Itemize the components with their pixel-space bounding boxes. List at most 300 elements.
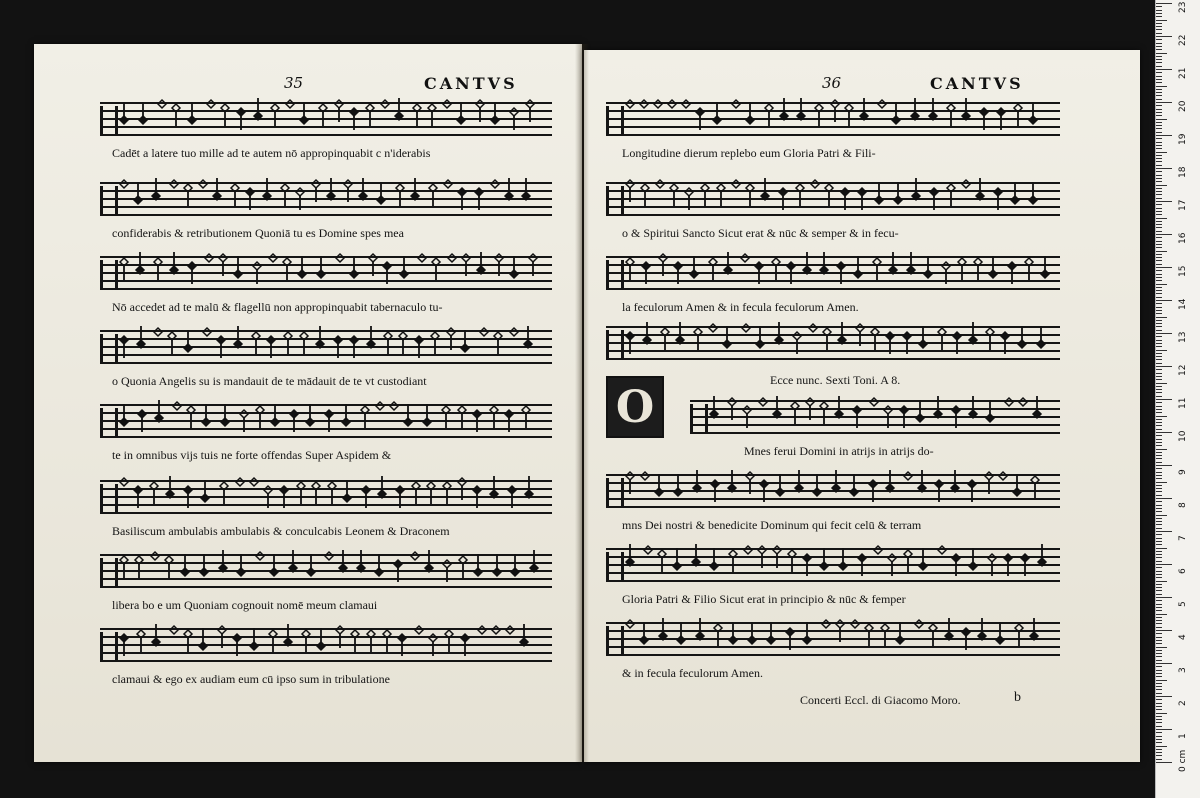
- ruler-tick: [1156, 713, 1167, 714]
- note-head: [729, 550, 737, 558]
- music-staff: [100, 480, 552, 516]
- ruler-tick: [1156, 742, 1162, 743]
- note-head: [154, 258, 162, 266]
- note-head: [912, 192, 920, 200]
- ruler-tick: [1156, 62, 1162, 63]
- note-head: [399, 332, 407, 340]
- note-head: [170, 266, 178, 274]
- ruler-tick: [1156, 544, 1162, 545]
- note-head: [989, 270, 997, 278]
- note-head: [696, 632, 704, 640]
- ruler-tick: [1156, 257, 1162, 258]
- note-head: [136, 266, 144, 274]
- ruler-tick: [1156, 432, 1172, 433]
- note-head: [289, 564, 297, 572]
- note-head: [344, 180, 352, 188]
- note-head: [915, 620, 923, 628]
- note-head: [490, 406, 498, 414]
- note-head: [250, 478, 258, 486]
- note-head: [640, 100, 648, 108]
- note-head: [1025, 258, 1033, 266]
- clef-icon: [606, 106, 624, 134]
- ruler-tick: [1156, 640, 1162, 641]
- note-head: [478, 626, 486, 634]
- note-head: [945, 632, 953, 640]
- ruler-tick: [1156, 326, 1162, 327]
- note-head: [300, 116, 308, 124]
- ruler-tick: [1156, 333, 1172, 334]
- note-head: [969, 562, 977, 570]
- note-head: [837, 262, 845, 270]
- ruler-tick: [1156, 676, 1162, 677]
- note-head: [835, 410, 843, 418]
- note-head: [929, 624, 937, 632]
- ruler-tick: [1156, 472, 1162, 473]
- decorated-initial: [606, 376, 664, 438]
- note-head: [709, 324, 717, 332]
- ruler-tick: [1156, 449, 1167, 450]
- note-head: [1038, 558, 1046, 566]
- note-head: [283, 258, 291, 266]
- clef-icon: [690, 404, 708, 432]
- note-head: [168, 332, 176, 340]
- note-head: [524, 340, 532, 348]
- note-head: [267, 336, 275, 344]
- note-head: [1041, 270, 1049, 278]
- note-head: [375, 568, 383, 576]
- note-head: [411, 192, 419, 200]
- note-head: [1033, 410, 1041, 418]
- note-head: [896, 636, 904, 644]
- note-head: [916, 414, 924, 422]
- ruler-tick: [1156, 280, 1162, 281]
- ruler-tick: [1156, 208, 1162, 209]
- note-head: [994, 188, 1002, 196]
- note-head: [366, 104, 374, 112]
- ruler-tick: [1156, 465, 1172, 466]
- ruler-tick: [1156, 749, 1162, 750]
- ruler-tick: [1156, 181, 1162, 182]
- note-head: [884, 406, 892, 414]
- ruler-tick: [1156, 148, 1162, 149]
- note-head: [682, 100, 690, 108]
- ruler-tick: [1156, 142, 1162, 143]
- note-head: [418, 254, 426, 262]
- note-head: [858, 554, 866, 562]
- ruler-tick: [1156, 373, 1162, 374]
- note-head: [219, 564, 227, 572]
- ruler-label: 5: [1178, 601, 1188, 607]
- ruler-tick: [1156, 6, 1162, 7]
- note-head: [1008, 262, 1016, 270]
- note-head: [415, 626, 423, 634]
- note-head: [701, 184, 709, 192]
- note-head: [237, 108, 245, 116]
- note-head: [813, 488, 821, 496]
- note-head: [693, 484, 701, 492]
- ruler-tick: [1156, 284, 1167, 285]
- note-head: [297, 482, 305, 490]
- note-head: [327, 192, 335, 200]
- note-head: [654, 100, 662, 108]
- ruler-tick: [1156, 577, 1162, 578]
- note-head: [761, 192, 769, 200]
- note-head: [942, 262, 950, 270]
- note-head: [425, 564, 433, 572]
- note-head: [264, 486, 272, 494]
- ruler-tick: [1156, 683, 1162, 684]
- notation-glyphs: [118, 322, 552, 358]
- ruler-tick: [1156, 145, 1162, 146]
- staff-line: [606, 214, 1060, 216]
- ruler-tick: [1156, 112, 1162, 113]
- staff-line: [606, 654, 1060, 656]
- measurement-ruler: [1155, 0, 1200, 798]
- note-head: [903, 332, 911, 340]
- note-head: [796, 184, 804, 192]
- ruler-tick: [1156, 59, 1162, 60]
- clef-icon: [100, 632, 118, 660]
- note-head: [505, 410, 513, 418]
- ruler-tick: [1156, 670, 1162, 671]
- note-head: [626, 180, 634, 188]
- note-head: [120, 478, 128, 486]
- note-head: [250, 642, 258, 650]
- ruler-tick: [1156, 188, 1162, 189]
- ruler-tick: [1156, 313, 1162, 314]
- ruler-tick: [1156, 161, 1162, 162]
- ruler-tick: [1156, 366, 1172, 367]
- ruler-tick: [1156, 221, 1162, 222]
- ruler-tick: [1156, 237, 1162, 238]
- note-head: [875, 196, 883, 204]
- note-head: [312, 482, 320, 490]
- note-head: [296, 188, 304, 196]
- notation-glyphs: [118, 620, 552, 656]
- staff-line: [690, 432, 1060, 434]
- ruler-tick: [1156, 703, 1162, 704]
- ruler-tick: [1156, 155, 1162, 156]
- clef-icon: [606, 626, 624, 654]
- note-head: [658, 550, 666, 558]
- note-head: [935, 480, 943, 488]
- ruler-label: 11: [1178, 397, 1188, 409]
- note-head: [776, 488, 784, 496]
- note-head: [732, 100, 740, 108]
- note-head: [886, 332, 894, 340]
- ruler-tick: [1156, 412, 1162, 413]
- note-head: [207, 100, 215, 108]
- ruler-tick: [1156, 86, 1167, 87]
- note-head: [312, 180, 320, 188]
- note-head: [825, 184, 833, 192]
- note-head: [443, 100, 451, 108]
- note-head: [396, 184, 404, 192]
- ruler-tick: [1156, 168, 1172, 169]
- note-head: [976, 192, 984, 200]
- ruler-tick: [1156, 254, 1162, 255]
- note-head: [856, 324, 864, 332]
- music-staff: [606, 182, 1060, 218]
- ruler-tick: [1156, 396, 1162, 397]
- ruler-label: 4: [1178, 634, 1188, 640]
- music-staff: [606, 548, 1060, 584]
- note-head: [461, 344, 469, 352]
- ruler-tick: [1156, 376, 1162, 377]
- ruler-tick: [1156, 521, 1162, 522]
- note-head: [431, 332, 439, 340]
- note-head: [369, 254, 377, 262]
- ruler-tick: [1156, 340, 1162, 341]
- notation-glyphs: [118, 472, 552, 508]
- note-head: [758, 546, 766, 554]
- ruler-tick: [1156, 293, 1162, 294]
- note-head: [220, 482, 228, 490]
- note-head: [746, 472, 754, 480]
- ruler-tick: [1156, 171, 1162, 172]
- note-head: [1037, 340, 1045, 348]
- ruler-tick: [1156, 66, 1162, 67]
- note-head: [134, 196, 142, 204]
- note-head: [641, 184, 649, 192]
- note-head: [202, 418, 210, 426]
- note-head: [690, 270, 698, 278]
- ruler-tick: [1156, 109, 1162, 110]
- staff-line: [100, 214, 552, 216]
- note-head: [980, 108, 988, 116]
- note-head: [659, 632, 667, 640]
- ruler-tick: [1156, 402, 1162, 403]
- ruler-tick: [1156, 689, 1162, 690]
- note-head: [187, 406, 195, 414]
- note-head: [659, 254, 667, 262]
- lyric-line: o & Spiritui Sancto Sicut erat & nūc & semper & in fecu-: [622, 226, 899, 240]
- note-head: [1005, 398, 1013, 406]
- clef-icon: [100, 558, 118, 586]
- ruler-tick: [1156, 399, 1172, 400]
- note-head: [869, 480, 877, 488]
- note-head: [811, 180, 819, 188]
- note-head: [661, 328, 669, 336]
- note-head: [263, 192, 271, 200]
- note-head: [505, 192, 513, 200]
- note-head: [822, 620, 830, 628]
- note-head: [746, 116, 754, 124]
- clef-icon: [100, 106, 118, 134]
- lyric-line: mns Dei nostri & benedicite Dominum qui fecit celū & terram: [622, 518, 922, 532]
- note-head: [359, 192, 367, 200]
- note-head: [252, 332, 260, 340]
- ruler-tick: [1156, 13, 1162, 14]
- notation-glyphs: [118, 396, 552, 432]
- note-head: [860, 112, 868, 120]
- note-head: [173, 402, 181, 410]
- note-head: [493, 568, 501, 576]
- note-head: [655, 488, 663, 496]
- ruler-tick: [1156, 198, 1162, 199]
- ruler-tick: [1156, 336, 1162, 337]
- note-head: [427, 482, 435, 490]
- ruler-tick: [1156, 270, 1162, 271]
- note-head: [767, 636, 775, 644]
- note-head: [459, 556, 467, 564]
- note-head: [152, 638, 160, 646]
- ruler-tick: [1156, 89, 1162, 90]
- note-head: [383, 630, 391, 638]
- note-head: [713, 116, 721, 124]
- ruler-label: 3: [1178, 667, 1188, 673]
- left-running-title: CANTVS: [424, 74, 518, 93]
- ruler-tick: [1156, 264, 1162, 265]
- note-head: [1021, 554, 1029, 562]
- note-head: [351, 630, 359, 638]
- note-head: [361, 406, 369, 414]
- ruler-tick: [1156, 696, 1172, 697]
- note-head: [376, 402, 384, 410]
- ruler-tick: [1156, 251, 1167, 252]
- ruler-label: 0 cm: [1178, 749, 1188, 772]
- ruler-tick: [1156, 759, 1162, 760]
- ruler-tick: [1156, 383, 1167, 384]
- ruler-tick: [1156, 422, 1162, 423]
- note-head: [1029, 196, 1037, 204]
- ruler-tick: [1156, 386, 1162, 387]
- ruler-tick: [1156, 442, 1162, 443]
- note-head: [154, 328, 162, 336]
- ruler-tick: [1156, 105, 1162, 106]
- note-head: [1001, 332, 1009, 340]
- note-head: [904, 550, 912, 558]
- clef-icon: [100, 484, 118, 512]
- ruler-tick: [1156, 201, 1172, 202]
- note-head: [510, 328, 518, 336]
- note-head: [924, 270, 932, 278]
- ruler-tick: [1156, 762, 1172, 763]
- note-head: [985, 472, 993, 480]
- note-head: [120, 116, 128, 124]
- ruler-tick: [1156, 323, 1162, 324]
- ruler-tick: [1156, 178, 1162, 179]
- note-head: [851, 620, 859, 628]
- note-head: [492, 626, 500, 634]
- note-head: [271, 104, 279, 112]
- ruler-tick: [1156, 716, 1162, 717]
- music-staff: [690, 400, 1060, 436]
- ruler-tick: [1156, 614, 1167, 615]
- note-head: [134, 486, 142, 494]
- ruler-tick: [1156, 92, 1162, 93]
- note-head: [234, 340, 242, 348]
- note-head: [742, 324, 750, 332]
- note-head: [641, 472, 649, 480]
- ruler-tick: [1156, 102, 1172, 103]
- note-head: [997, 108, 1005, 116]
- note-head: [181, 568, 189, 576]
- ruler-tick: [1156, 647, 1167, 648]
- ruler-tick: [1156, 56, 1162, 57]
- note-head: [413, 104, 421, 112]
- ruler-tick: [1156, 135, 1172, 136]
- note-head: [400, 270, 408, 278]
- note-head: [947, 184, 955, 192]
- note-head: [958, 258, 966, 266]
- note-head: [894, 196, 902, 204]
- note-head: [395, 112, 403, 120]
- ruler-tick: [1156, 290, 1162, 291]
- ruler-tick: [1156, 699, 1162, 700]
- note-head: [491, 116, 499, 124]
- notation-glyphs: [624, 248, 1060, 284]
- note-head: [728, 398, 736, 406]
- note-head: [137, 630, 145, 638]
- ruler-tick: [1156, 425, 1162, 426]
- note-head: [775, 336, 783, 344]
- right-page-number: 36: [822, 74, 842, 92]
- note-head: [381, 100, 389, 108]
- ruler-tick: [1156, 72, 1162, 73]
- note-head: [886, 484, 894, 492]
- note-head: [236, 478, 244, 486]
- note-head: [328, 482, 336, 490]
- note-head: [477, 266, 485, 274]
- ruler-tick: [1156, 224, 1162, 225]
- ruler-tick: [1156, 211, 1162, 212]
- note-head: [522, 406, 530, 414]
- ruler-tick: [1156, 125, 1162, 126]
- note-head: [510, 108, 518, 116]
- ruler-tick: [1156, 369, 1162, 370]
- note-head: [850, 488, 858, 496]
- note-head: [947, 104, 955, 112]
- note-head: [756, 340, 764, 348]
- note-head: [378, 490, 386, 498]
- ruler-tick: [1156, 623, 1162, 624]
- note-head: [626, 472, 634, 480]
- ruler-tick: [1156, 475, 1162, 476]
- note-head: [254, 112, 262, 120]
- ruler-tick: [1156, 726, 1162, 727]
- note-head: [184, 184, 192, 192]
- note-head: [676, 336, 684, 344]
- ruler-tick: [1156, 755, 1162, 756]
- ruler-tick: [1156, 534, 1162, 535]
- note-head: [139, 116, 147, 124]
- ruler-tick: [1156, 429, 1162, 430]
- note-head: [429, 634, 437, 642]
- ruler-tick: [1156, 482, 1167, 483]
- note-head: [396, 486, 404, 494]
- note-head: [788, 550, 796, 558]
- note-head: [643, 336, 651, 344]
- note-head: [520, 638, 528, 646]
- lyric-line: o Quonia Angelis su is mandauit de te mādauit de te vt custodiant: [112, 374, 427, 388]
- clef-icon: [606, 330, 624, 358]
- ruler-tick: [1156, 746, 1167, 747]
- note-head: [854, 270, 862, 278]
- note-head: [1018, 340, 1026, 348]
- note-head: [780, 112, 788, 120]
- note-head: [969, 410, 977, 418]
- note-head: [938, 328, 946, 336]
- note-head: [491, 180, 499, 188]
- note-head: [398, 634, 406, 642]
- ruler-label: 23: [1178, 1, 1188, 13]
- note-head: [626, 332, 634, 340]
- ruler-tick: [1156, 739, 1162, 740]
- ruler-label: 20: [1178, 100, 1188, 112]
- lyric-line: Cadēt a latere tuo mille ad te autem nō appropinquabit c n'iderabis: [112, 146, 431, 160]
- ruler-tick: [1156, 590, 1162, 591]
